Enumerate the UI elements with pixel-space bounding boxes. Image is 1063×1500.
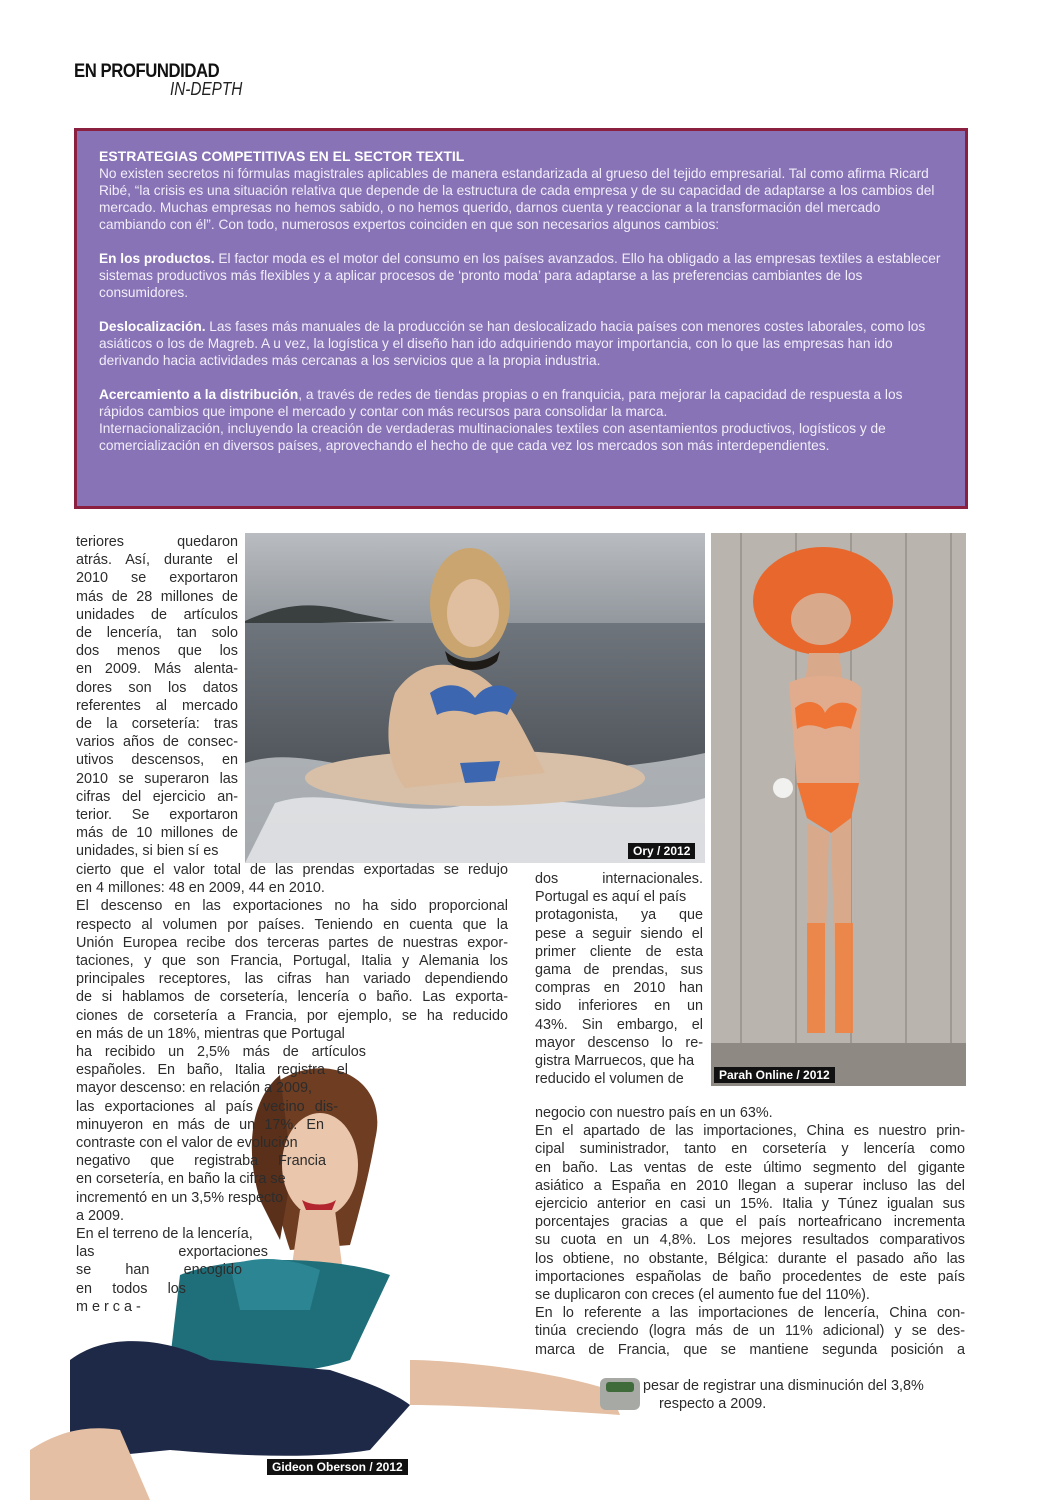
text-line: varios años de consec-: [76, 734, 238, 751]
photo-caption-gideon: Gideon Oberson / 2012: [267, 1459, 408, 1475]
paragraph-lead: En los productos.: [99, 251, 215, 266]
text-line: los obtiene, no obstante, Bélgica: durante el pasado año las: [535, 1250, 965, 1267]
text-line: a 2009.: [76, 1207, 125, 1224]
info-box-paragraph: [99, 386, 945, 420]
paragraph-lead: Acercamiento a la distribución: [99, 387, 299, 402]
text-line: taciones, y que son Francia, Portugal, Italia y Alemania los: [76, 953, 508, 970]
text-line: gama de prendas, sus: [535, 962, 703, 979]
column-1-narrow: [76, 533, 238, 861]
text-line: tinúa creciendo (logra más de un 11% adicional) y se des-: [535, 1323, 965, 1340]
text-line: en 4 millones: 48 en 2009, 44 en 2010.: [76, 880, 325, 897]
text-line: cifras del ejercicio an-: [76, 788, 238, 805]
text-line: en más de un 18%, mientras que Portugal: [76, 1025, 345, 1042]
text-line: terior. Se exportaron: [76, 807, 238, 824]
text-line: se duplicaron con creces (el aumento fue del 110%).: [535, 1287, 870, 1304]
text-line: principales receptores, las cifras han variado dependiendo: [76, 971, 508, 988]
text-line: de si hablamos de corsetería, lencería o baño. Las exporta-: [76, 989, 508, 1006]
text-line: importaciones españolas de baño procedentes de este país: [535, 1268, 965, 1285]
text-line: de la corsetería: tras: [76, 716, 238, 733]
text-line: minuyeron en más de un 17%. En: [76, 1116, 324, 1133]
text-line: más de 28 millones de: [76, 588, 238, 605]
text-line: en corsetería, en baño la cifra se: [76, 1171, 286, 1188]
text-line: ejercicio anterior en casi un 15%. Italia y Túnez igualan sus: [535, 1196, 965, 1213]
text-line: dos internacionales.: [535, 871, 703, 887]
text-line: más de 10 millones de: [76, 825, 238, 842]
column-2-wide: [535, 1104, 965, 1359]
photo-ory-bikini: [245, 533, 705, 863]
column-2-narrow: [535, 870, 703, 1088]
info-box-title: ESTRATEGIAS COMPETITIVAS EN EL SECTOR TEXTIL: [99, 148, 465, 164]
text-line: las exportaciones: [76, 1244, 268, 1261]
text-line: respecto al volumen por países. Teniendo en cuenta que la: [76, 916, 508, 933]
text-line: En el terreno de la lencería,: [76, 1226, 253, 1243]
text-line: cierto que el valor total de las prendas exportadas se redujo: [76, 862, 508, 878]
text-line: El descenso en las exportaciones no ha sido proporcional: [76, 898, 508, 915]
text-line: respecto a 2009.: [659, 1396, 767, 1413]
text-line: m e r c a -: [76, 1298, 141, 1315]
text-line: mayor descenso: en relación a 2009,: [76, 1080, 312, 1097]
text-line: marca de Francia, que se mantiene segunda posición a: [535, 1341, 965, 1358]
info-box: [74, 128, 968, 509]
text-line: unidades de artículos: [76, 606, 238, 623]
info-box-intro: No existen secretos ni fórmulas magistrales aplicables de manera estandarizada al grueso del tejido empresarial. Tal como afirma Ricard Ribé, “la crisis es una situación relativa que depende de la estructura de cada empresa y de su capacidad de adaptarse a los cambios del mercado. Muchas empresas no hemos sabido, o no hemos querido, darnos cuenta y reaccionar a la transformación del mercado cambiando con él”. Con todo, numerosos expertos coinciden en que son necesarios algunos cambios:: [99, 166, 935, 232]
column-2-tail: [643, 1377, 965, 1413]
text-line: españoles. En baño, Italia registra el: [76, 1062, 348, 1079]
photo-caption-ory: Ory / 2012: [628, 843, 695, 859]
text-line: en 2009. Más alenta-: [76, 661, 238, 678]
text-line: teriores quedaron: [76, 534, 238, 550]
text-line: en baño. Las ventas de este último segmento del gigante: [535, 1159, 965, 1176]
paragraph-text: Las fases más manuales de la producción se han deslocalizado hacia países con menores costes laborales, como los asiáticos o los de Magreb. A u vez, la logística y el diseño han ido adquiriendo mayor importancia, con lo que las empresas han ido derivando hacia actividades más cercanas a los servicios que a la propia industria.: [99, 319, 926, 368]
text-line: atrás. Así, durante el: [76, 552, 238, 569]
section-title-es: EN PROFUNDIDAD: [74, 61, 220, 82]
text-line: 43%. Sin embargo, el: [535, 1016, 703, 1033]
text-line: mayor descenso lo re-: [535, 1034, 703, 1051]
text-line: su cuota en un 4,8%. Los mejores resultados comparativos: [535, 1232, 965, 1249]
text-line: compras en 2010 han: [535, 980, 703, 997]
photo-parah-swimwear: [711, 533, 966, 1086]
text-line: dores son los datos: [76, 679, 238, 696]
section-title-en: IN-DEPTH: [170, 79, 243, 99]
info-box-paragraph: [99, 318, 945, 369]
paragraph-text: , a través de redes de tiendas propias o en franquicia, para mejorar la capacidad de respuesta a los rápidos cambios que impone el mercado y contar con más recursos para consolidar la marca.: [99, 387, 903, 419]
text-line: ciones de corsetería a Francia, por ejemplo, se ha reducido: [76, 1007, 508, 1024]
text-line: protagonista, ya que: [535, 907, 703, 924]
text-line: porcentajes gracias a que el país norteafricano incrementa: [535, 1214, 965, 1231]
text-line: reducido el volumen de: [535, 1071, 684, 1088]
text-line: las exportaciones al país vecino dis-: [76, 1098, 338, 1115]
text-line: Unión Europea recibe dos terceras partes de nuestras expor-: [76, 934, 508, 951]
text-line: pese a seguir siendo el: [535, 925, 703, 942]
text-line: sido inferiores en un: [535, 998, 703, 1015]
photo-parah-image: [711, 533, 966, 1086]
info-box-paragraph: Internacionalización, incluyendo la creación de verdaderas multinacionales textiles con asentamientos productivos, logísticos y de comercialización en diversos países, aprovechando el hecho de que cada vez los mercados son más interdependientes.: [99, 421, 886, 453]
text-line: primer cliente de esta: [535, 943, 703, 960]
text-line: unidades, si bien sí es: [76, 843, 219, 860]
text-line: ha recibido un 2,5% más de artículos: [76, 1044, 366, 1060]
text-line: de lencería, tan solo: [76, 625, 238, 642]
photo-ory-image: [245, 533, 705, 863]
text-line: en todos los: [76, 1280, 186, 1297]
column-1-wide: [76, 861, 508, 1043]
text-line: En el apartado de las importaciones, China es nuestro prin-: [535, 1123, 965, 1140]
text-line: pesar de registrar una disminución del 3,8%: [643, 1378, 924, 1394]
column-1-wrap: [76, 1043, 376, 1316]
text-line: Portugal es aquí el país: [535, 889, 687, 906]
text-line: se han encogido: [76, 1262, 242, 1279]
text-line: asiático a España en 2010 llegan a superar incluso las del: [535, 1177, 965, 1194]
text-line: utivos descensos, en: [76, 752, 238, 769]
text-line: contraste con el valor de evolución: [76, 1135, 298, 1152]
paragraph-text: El factor moda es el motor del consumo en los países avanzados. Ello ha obligado a las empresas textiles a establecer sistemas productivos más flexibles y a aplicar procesos de ‘pronto moda’ para adaptarse a las preferencias cambiantes de los consumidores.: [99, 251, 941, 300]
text-line: referentes al mercado: [76, 697, 238, 714]
text-line: En lo referente a las importaciones de lencería, China con-: [535, 1305, 965, 1322]
text-line: dos menos que los: [76, 643, 238, 660]
text-line: incrementó en un 3,5% respecto: [76, 1189, 284, 1206]
photo-caption-parah: Parah Online / 2012: [714, 1067, 835, 1083]
text-line: cipal suministrador, tanto en corsetería y lencería como: [535, 1141, 965, 1158]
text-line: 2010 se superaron las: [76, 770, 238, 787]
text-line: gistra Marruecos, que ha: [535, 1053, 695, 1070]
text-line: negativo que registraba Francia: [76, 1153, 326, 1170]
text-line: negocio con nuestro país en un 63%.: [535, 1105, 773, 1121]
section-header: [74, 61, 243, 99]
paragraph-lead: Deslocalización.: [99, 319, 206, 334]
text-line: 2010 se exportaron: [76, 570, 238, 587]
info-box-paragraph: [99, 250, 945, 301]
